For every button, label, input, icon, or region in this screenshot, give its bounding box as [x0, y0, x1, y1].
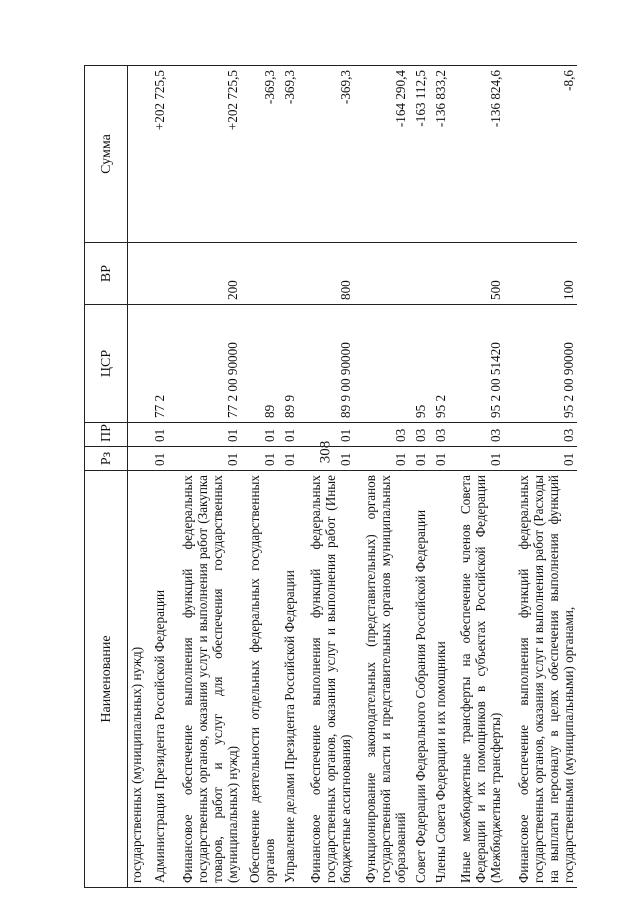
row-rz: 01 — [409, 447, 429, 471]
row-pr — [128, 423, 149, 447]
row-vr: 500 — [449, 243, 504, 305]
row-pr: 03 — [449, 423, 504, 447]
row-name: Совет Федерации Федерального Собрания Российской Федерации — [409, 471, 429, 888]
row-name: Обеспечение деятельности отдельных федеральных государственных органов — [241, 471, 279, 888]
row-rz: 01 — [168, 447, 241, 471]
row-sum: -136 833,2 — [429, 66, 449, 243]
row-vr — [409, 243, 429, 305]
row-sum — [128, 66, 149, 243]
row-vr: 200 — [168, 243, 241, 305]
rotated-table-container — [84, 66, 577, 888]
row-csr — [354, 305, 409, 423]
row-sum: -8,6 — [504, 66, 577, 243]
row-rz — [128, 447, 149, 471]
header-name: Наименование — [85, 471, 128, 888]
row-rz: 01 — [241, 447, 279, 471]
row-vr — [278, 243, 298, 305]
table-row — [298, 66, 353, 888]
row-rz: 01 — [148, 447, 168, 471]
row-vr — [429, 243, 449, 305]
budget-table — [84, 65, 577, 888]
row-vr — [354, 243, 409, 305]
row-pr: 01 — [168, 423, 241, 447]
row-csr: 89 9 — [278, 305, 298, 423]
row-rz: 01 — [449, 447, 504, 471]
page-number: 308 — [317, 440, 334, 464]
table-row — [504, 66, 577, 888]
table-row — [409, 66, 429, 888]
row-pr: 03 — [409, 423, 429, 447]
table-header-row — [85, 66, 128, 888]
row-pr: 01 — [241, 423, 279, 447]
row-csr: 89 9 00 90000 — [298, 305, 353, 423]
row-vr — [128, 243, 149, 305]
row-pr: 03 — [429, 423, 449, 447]
row-name: Финансовое обеспечение выполнения функций федеральных государственных органов, оказания услуг и выполнения работ (Закупка товаров, работ и услуг для обеспечения государственных (муниципальных) нужд) — [168, 471, 241, 888]
row-rz: 01 — [278, 447, 298, 471]
header-sum: Сумма — [85, 66, 128, 243]
row-pr: 03 — [354, 423, 409, 447]
row-pr: 01 — [298, 423, 353, 447]
row-csr: 95 2 — [429, 305, 449, 423]
header-csr: ЦСР — [85, 305, 128, 423]
table-row — [241, 66, 279, 888]
row-sum: -369,3 — [241, 66, 279, 243]
header-vr: ВР — [85, 243, 128, 305]
row-csr — [128, 305, 149, 423]
row-pr: 01 — [148, 423, 168, 447]
row-pr: 01 — [278, 423, 298, 447]
row-rz: 01 — [354, 447, 409, 471]
table-row — [148, 66, 168, 888]
row-csr: 77 2 00 90000 — [168, 305, 241, 423]
row-rz: 01 — [504, 447, 577, 471]
table-row — [429, 66, 449, 888]
row-csr: 89 — [241, 305, 279, 423]
table-row — [449, 66, 504, 888]
header-rz: Рз — [85, 447, 128, 471]
row-vr — [241, 243, 279, 305]
header-pr: ПР — [85, 423, 128, 447]
row-pr: 03 — [504, 423, 577, 447]
row-sum: -369,3 — [278, 66, 298, 243]
row-name: Иные межбюджетные трансферты на обеспечение членов Совета Федерации и их помощников в субъектах Российской Федерации (Межбюджетные трансферты) — [449, 471, 504, 888]
row-csr: 95 2 00 90000 — [504, 305, 577, 423]
table-row — [354, 66, 409, 888]
row-sum: +202 725,5 — [148, 66, 168, 243]
row-csr: 95 — [409, 305, 429, 423]
row-vr: 100 — [504, 243, 577, 305]
row-csr: 95 2 00 51420 — [449, 305, 504, 423]
row-name: Администрация Президента Российской Федерации — [148, 471, 168, 888]
row-sum: -369,3 — [298, 66, 353, 243]
row-name: государственных (муниципальных) нужд) — [128, 471, 149, 888]
row-sum: -136 824,6 — [449, 66, 504, 243]
row-name: Управление делами Президента Российской Федерации — [278, 471, 298, 888]
row-vr: 800 — [298, 243, 353, 305]
row-sum: -164 290,4 — [354, 66, 409, 243]
row-name: Члены Совета Федерации и их помощники — [429, 471, 449, 888]
row-sum: -163 112,5 — [409, 66, 429, 243]
row-csr: 77 2 — [148, 305, 168, 423]
row-name: Финансовое обеспечение выполнения функций федеральных государственных органов, оказания услуг и выполнения работ (Иные бюджетные ассигнования) — [298, 471, 353, 888]
table-row — [168, 66, 241, 888]
row-rz: 01 — [298, 447, 353, 471]
row-name: Финансовое обеспечение выполнения функций федеральных государственных органов, оказания услуг и выполнения работ (Расходы на выплаты персоналу в целях обеспечения выполнения функций государственными (муниципальными) органами, — [504, 471, 577, 888]
row-name: Функционирование законодательных (представительных) органов государственной власти и представительных органов муниципальных образований — [354, 471, 409, 888]
table-row — [128, 66, 149, 888]
table-row — [278, 66, 298, 888]
row-rz: 01 — [429, 447, 449, 471]
row-vr — [148, 243, 168, 305]
row-sum: +202 725,5 — [168, 66, 241, 243]
